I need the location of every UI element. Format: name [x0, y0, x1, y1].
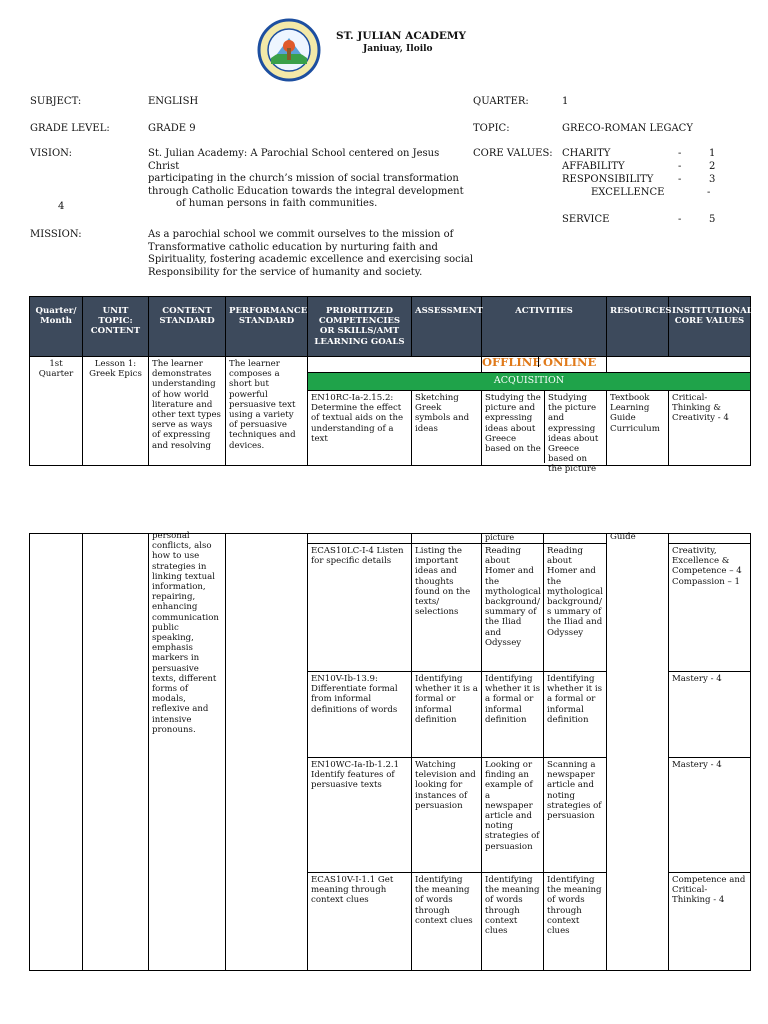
core-value-num: 1: [709, 148, 716, 159]
vision-line: St. Julian Academy: A Parochial School centered on Jesus Christ: [148, 148, 440, 172]
row2-online: Identifying whether it is a formal or informal definition: [544, 672, 607, 758]
core-value-name: EXCELLENCE: [591, 187, 665, 198]
core-value-name: CHARITY: [562, 148, 611, 159]
row1-competency: ECAS10LC-I-4 Listen for specific details: [308, 544, 412, 672]
header-content-standard: CONTENT STANDARD: [149, 297, 226, 357]
core-values-label: CORE VALUES:: [473, 148, 553, 159]
school-location: Janiuay, Iloilo: [363, 44, 433, 54]
topic-label: TOPIC:: [473, 123, 510, 134]
header-competencies: PRIORITIZED COMPETENCIES OR SKILLS/AMT LEARNING GOALS: [308, 297, 412, 357]
core-value-dash: -: [707, 187, 711, 198]
row2-competency: EN10V-Ib-13.9: Differentiate formal from informal definitions of words: [308, 672, 412, 758]
grade-value: GRADE 9: [148, 123, 196, 134]
row3-competency: EN10WC-Ia-Ib-1.2.1 Identify features of persuasive texts: [308, 758, 412, 873]
row3-offline: Looking or finding an example of a newspaper article and noting strategies of persuasion: [482, 758, 544, 873]
mission-line: Spirituality, fostering academic excellence and exercising social: [148, 254, 474, 265]
core-value-name: RESPONSIBILITY: [562, 174, 654, 185]
cell-blank: [308, 534, 412, 544]
core-value-num: 5: [709, 214, 716, 225]
cell-offline-online: [482, 357, 607, 373]
cell-content-standard: [149, 357, 226, 466]
subject-value: ENGLISH: [148, 96, 199, 107]
vision-line: of human persons in faith communities.: [176, 198, 378, 209]
cell-performance-standard: The learner composes a short but powerful persuasive text using a variety of persuasive techniques and devices.: [226, 357, 308, 466]
online-label: ONLINE: [538, 357, 596, 367]
cell-blank: [412, 534, 482, 544]
core-value-name: SERVICE: [562, 214, 610, 225]
cell-blank: [308, 357, 482, 373]
cell-content-standard-cont: [149, 531, 226, 971]
header-activities: ACTIVITIES: [482, 297, 607, 357]
row1-online: Reading about Homer and the mythological background/ s ummary of the Iliad and Odyssey: [544, 544, 607, 672]
acquisition-banner: ACQUISITION: [308, 373, 751, 391]
core-value-dash: -: [678, 161, 682, 172]
cell-performance-cont: [226, 534, 308, 971]
cell-assessment: Sketching Greek symbols and ideas: [412, 391, 482, 466]
core-value-dash: -: [678, 214, 682, 225]
header-core-values: INSTITUTIONAL CORE VALUES: [669, 297, 751, 357]
core-value-num: 3: [709, 174, 716, 185]
cell-lesson-cont: [83, 534, 149, 971]
content-standard-text: The learner demonstrates understanding of how world literature and other text types serve as ways of expressing and resolving: [152, 359, 221, 451]
quarter-value: 1: [562, 96, 569, 107]
row4-competency: ECAS10V-I-1.1 Get meaning through context clues: [308, 873, 412, 971]
header-resources: RESOURCES: [607, 297, 669, 357]
content-standard-continued: personal conflicts, also how to use strategies in linking textual information, repairing, enhancing communication public speaking, emphasis markers in persuasive texts, different forms of modals, reflexive and intensive pronouns.: [152, 531, 219, 735]
quarter-label: QUARTER:: [473, 96, 529, 107]
core-value-num: 2: [709, 161, 716, 172]
cell-lesson: Lesson 1: Greek Epics: [83, 357, 149, 466]
row2-values: Mastery - 4: [669, 672, 751, 758]
header-quarter: Quarter/ Month: [30, 297, 83, 357]
cell-blank: [544, 534, 607, 544]
offline-label: OFFLINE: [482, 355, 542, 369]
row4-online: Identifying the meaning of words through context clues: [544, 873, 607, 971]
mission-line: Responsibility for the service of humanity and society.: [148, 266, 423, 278]
row2-offline: Identifying whether it is a formal or informal definition: [482, 672, 544, 758]
curriculum-table-top: [29, 296, 753, 475]
mission-text: [148, 229, 478, 279]
cell-resources-cont: [607, 534, 669, 971]
header-performance-standard: PERFORMANCE STANDARD: [226, 297, 308, 357]
cell-blank: [669, 534, 751, 544]
row4-assessment: Identifying the meaning of words through context clues: [412, 873, 482, 971]
curriculum-table-bottom: [29, 533, 751, 971]
school-name: ST. JULIAN ACADEMY: [336, 30, 467, 42]
topic-value: GRECO-ROMAN LEGACY: [562, 123, 693, 134]
vision-text: [148, 148, 468, 211]
vision-line: through Catholic Education towards the integral development: [148, 185, 464, 197]
core-value-num: 4: [58, 201, 65, 212]
cell-blank: [607, 357, 751, 373]
cell-quarter: 1st Quarter: [30, 357, 83, 466]
core-value-name: AFFABILITY: [562, 161, 625, 172]
cell-activities: [482, 391, 607, 475]
school-logo: [257, 18, 321, 82]
row3-online: Scanning a newspaper article and noting strategies of persuasion: [544, 758, 607, 873]
subject-label: SUBJECT:: [30, 96, 82, 107]
resources-text: Textbook Learning Guide Curriculum: [610, 393, 660, 434]
cell-resources: [607, 391, 669, 466]
row4-offline: Identifying the meaning of words through context clues: [482, 873, 544, 971]
resources-continued: Guide: [610, 532, 636, 542]
activity-online: Studying the picture and expressing ideas about Greece based on the picture: [548, 393, 599, 475]
header-unit-topic: UNIT TOPIC: CONTENT: [83, 297, 149, 357]
vision-label: VISION:: [30, 148, 72, 159]
header-assessment: ASSESSMENT: [412, 297, 482, 357]
mission-label: MISSION:: [30, 229, 82, 240]
mission-line: Transformative catholic education by nurturing faith and: [148, 241, 438, 253]
row2-assessment: Identifying whether it is a formal or informal definition: [412, 672, 482, 758]
vision-line: participating in the church’s mission of social transformation: [148, 173, 459, 184]
row3-values: Mastery - 4: [669, 758, 751, 873]
activity-offline: Studying the picture and expressing ideas about Greece based on the: [482, 391, 545, 463]
row4-values: Competence and Critical- Thinking - 4: [669, 873, 751, 971]
cell-competency: EN10RC-Ia-2.15.2: Determine the effect of textual aids on the understanding of a text: [308, 391, 412, 466]
row3-assessment: Watching television and looking for instances of persuasion: [412, 758, 482, 873]
core-value-dash: -: [678, 174, 682, 185]
mission-line: As a parochial school we commit ourselves to the mission of: [148, 229, 454, 240]
cell-core-values: Critical- Thinking & Creativity - 4: [669, 391, 751, 466]
cell-top-offline: picture: [482, 534, 544, 544]
core-value-dash: -: [678, 148, 682, 159]
row1-offline: Reading about Homer and the mythological background/ summary of the Iliad and Odyssey: [482, 544, 544, 672]
grade-label: GRADE LEVEL:: [30, 123, 110, 134]
row1-values: Creativity, Excellence & Competence – 4 Compassion – 1: [669, 544, 751, 672]
cell-quarter-cont: [30, 534, 83, 971]
row1-assessment: Listing the important ideas and thoughts found on the texts/ selections: [412, 544, 482, 672]
school-seal-icon: [257, 18, 321, 82]
